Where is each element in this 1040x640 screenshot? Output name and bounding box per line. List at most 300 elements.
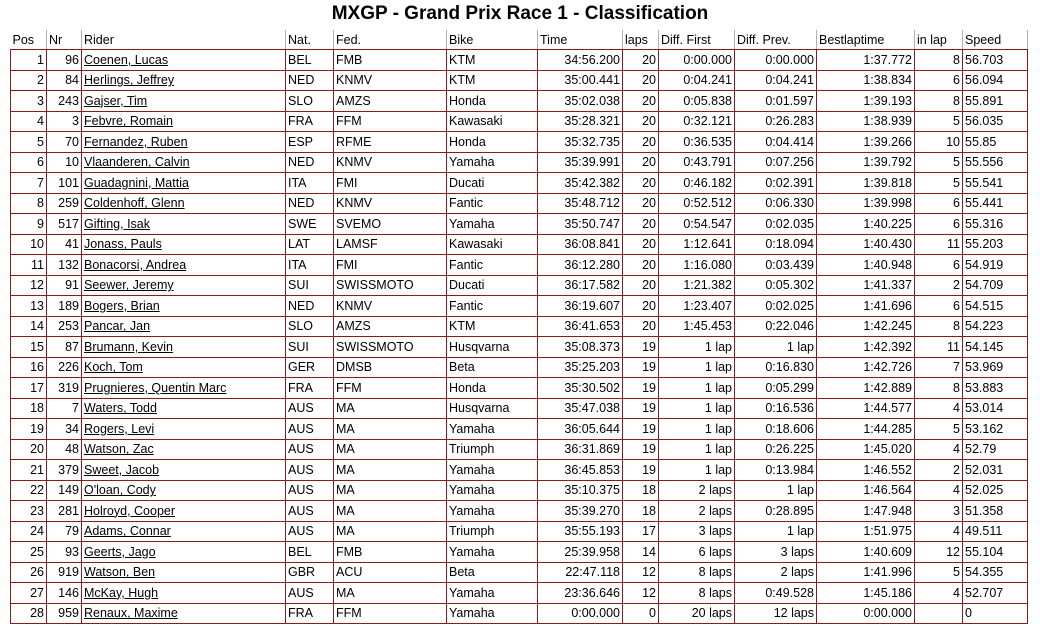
cell-bestlaptime: 1:51.975 (817, 521, 915, 542)
rider-link[interactable]: Geerts, Jago (84, 544, 156, 559)
table-row (11, 357, 1028, 378)
table-row (11, 337, 1028, 358)
cell-in-lap: 5 (915, 419, 963, 440)
column-header-nat: Nat. (286, 30, 334, 50)
cell-diff-first: 0:32.121 (659, 111, 735, 132)
table-row (11, 296, 1028, 317)
cell-bike: Husqvarna (447, 398, 538, 419)
rider-link[interactable]: Renaux, Maxime (84, 606, 178, 621)
cell-diff-prev: 12 laps (735, 603, 817, 624)
cell-fed: SWISSMOTO (334, 337, 447, 358)
cell-time: 35:39.991 (538, 152, 623, 173)
cell-in-lap: 2 (915, 275, 963, 296)
rider-link[interactable]: Waters, Todd (84, 401, 157, 416)
cell-fed: SWISSMOTO (334, 275, 447, 296)
cell-pos: 10 (11, 234, 47, 255)
cell-rider (82, 132, 286, 153)
cell-rider (82, 357, 286, 378)
cell-speed: 54.919 (963, 255, 1028, 276)
cell-bike: Honda (447, 91, 538, 112)
cell-pos: 6 (11, 152, 47, 173)
cell-pos: 15 (11, 337, 47, 358)
cell-in-lap: 4 (915, 480, 963, 501)
cell-diff-prev: 1 lap (735, 480, 817, 501)
cell-nat: AUS (286, 439, 334, 460)
cell-speed: 55.104 (963, 542, 1028, 563)
cell-nr: 41 (47, 234, 82, 255)
cell-nat: ITA (286, 173, 334, 194)
table-row (11, 480, 1028, 501)
cell-pos: 11 (11, 255, 47, 276)
cell-diff-prev: 0:04.414 (735, 132, 817, 153)
cell-fed: MA (334, 460, 447, 481)
rider-link[interactable]: McKay, Hugh (84, 585, 159, 600)
cell-laps: 20 (623, 50, 659, 71)
cell-nr: 87 (47, 337, 82, 358)
cell-time: 36:12.280 (538, 255, 623, 276)
cell-bestlaptime: 1:45.020 (817, 439, 915, 460)
column-header-time: Time (538, 30, 623, 50)
cell-bestlaptime: 1:46.564 (817, 480, 915, 501)
cell-bike: Kawasaki (447, 234, 538, 255)
rider-link[interactable]: Watson, Zac (84, 442, 154, 457)
rider-link[interactable]: Watson, Ben (84, 565, 156, 580)
cell-diff-first: 1:45.453 (659, 316, 735, 337)
cell-time: 35:32.735 (538, 132, 623, 153)
cell-fed: FFM (334, 378, 447, 399)
page-title: MXGP - Grand Prix Race 1 - Classification (331, 3, 709, 24)
cell-laps: 18 (623, 501, 659, 522)
cell-nr: 10 (47, 152, 82, 173)
cell-laps: 17 (623, 521, 659, 542)
cell-nat: AUS (286, 398, 334, 419)
cell-fed: AMZS (334, 91, 447, 112)
cell-bestlaptime: 1:46.552 (817, 460, 915, 481)
cell-in-lap: 6 (915, 296, 963, 317)
cell-speed: 53.883 (963, 378, 1028, 399)
cell-in-lap: 2 (915, 460, 963, 481)
cell-pos: 21 (11, 460, 47, 481)
cell-time: 34:56.200 (538, 50, 623, 71)
cell-diff-first: 1 lap (659, 419, 735, 440)
cell-in-lap: 8 (915, 378, 963, 399)
cell-laps: 20 (623, 316, 659, 337)
cell-diff-prev: 0:16.536 (735, 398, 817, 419)
cell-fed: FFM (334, 603, 447, 624)
cell-pos: 8 (11, 193, 47, 214)
cell-pos: 25 (11, 542, 47, 563)
cell-fed: SVEMO (334, 214, 447, 235)
cell-laps: 18 (623, 480, 659, 501)
cell-nr: 7 (47, 398, 82, 419)
cell-pos: 27 (11, 583, 47, 604)
cell-nr: 79 (47, 521, 82, 542)
cell-diff-first: 2 laps (659, 480, 735, 501)
cell-fed: MA (334, 419, 447, 440)
cell-nat: FRA (286, 111, 334, 132)
rider-link[interactable]: Gifting, Isak (84, 216, 150, 231)
table-row (11, 583, 1028, 604)
cell-fed: MA (334, 439, 447, 460)
cell-in-lap: 8 (915, 91, 963, 112)
cell-laps: 20 (623, 91, 659, 112)
cell-laps: 19 (623, 378, 659, 399)
cell-in-lap: 4 (915, 439, 963, 460)
cell-rider (82, 214, 286, 235)
cell-speed: 53.014 (963, 398, 1028, 419)
cell-in-lap (915, 603, 963, 624)
table-row (11, 316, 1028, 337)
cell-speed: 55.556 (963, 152, 1028, 173)
cell-time: 35:08.373 (538, 337, 623, 358)
rider-link[interactable]: Bogers, Brian (84, 298, 160, 313)
cell-in-lap: 4 (915, 583, 963, 604)
column-header-in-lap: in lap (915, 30, 963, 50)
cell-diff-first: 1:16.080 (659, 255, 735, 276)
cell-speed: 55.891 (963, 91, 1028, 112)
cell-pos: 13 (11, 296, 47, 317)
cell-nr: 281 (47, 501, 82, 522)
cell-nr: 243 (47, 91, 82, 112)
cell-laps: 19 (623, 419, 659, 440)
cell-pos: 1 (11, 50, 47, 71)
cell-bike: Yamaha (447, 583, 538, 604)
column-header-bestlaptime: Bestlaptime (817, 30, 915, 50)
cell-pos: 2 (11, 70, 47, 91)
cell-diff-first: 1 lap (659, 460, 735, 481)
cell-bestlaptime: 1:42.245 (817, 316, 915, 337)
cell-laps: 20 (623, 275, 659, 296)
cell-in-lap: 8 (915, 50, 963, 71)
rider-link[interactable]: Coenen, Lucas (84, 52, 169, 67)
cell-nat: NED (286, 152, 334, 173)
rider-link[interactable]: Guadagnini, Mattia (84, 175, 189, 190)
cell-diff-prev: 0:05.299 (735, 378, 817, 399)
cell-nr: 70 (47, 132, 82, 153)
table-row (11, 521, 1028, 542)
cell-bike: Yamaha (447, 460, 538, 481)
cell-pos: 12 (11, 275, 47, 296)
table-row (11, 398, 1028, 419)
cell-rider (82, 193, 286, 214)
rider-link[interactable]: Vlaanderen, Calvin (84, 155, 190, 170)
cell-time: 36:45.853 (538, 460, 623, 481)
rider-link[interactable]: Brumann, Kevin (84, 339, 173, 354)
table-header-row (11, 30, 1028, 50)
cell-nat: NED (286, 296, 334, 317)
cell-bike: Fantic (447, 255, 538, 276)
cell-pos: 16 (11, 357, 47, 378)
rider-link[interactable]: Sweet, Jacob (84, 462, 160, 477)
cell-nr: 146 (47, 583, 82, 604)
cell-time: 35:50.747 (538, 214, 623, 235)
cell-nat: BEL (286, 50, 334, 71)
cell-time: 25:39.958 (538, 542, 623, 563)
cell-speed: 54.515 (963, 296, 1028, 317)
cell-diff-first: 3 laps (659, 521, 735, 542)
cell-laps: 20 (623, 193, 659, 214)
cell-bestlaptime: 1:39.266 (817, 132, 915, 153)
cell-fed: FFM (334, 111, 447, 132)
cell-rider (82, 398, 286, 419)
cell-diff-prev: 0:02.391 (735, 173, 817, 194)
table-row (11, 132, 1028, 153)
rider-link[interactable]: Coldenhoff, Glenn (84, 196, 185, 211)
table-row (11, 562, 1028, 583)
cell-fed: AMZS (334, 316, 447, 337)
cell-time: 36:05.644 (538, 419, 623, 440)
column-header-pos: Pos (11, 30, 47, 50)
cell-time: 35:55.193 (538, 521, 623, 542)
cell-pos: 20 (11, 439, 47, 460)
cell-bike: Ducati (447, 275, 538, 296)
cell-nat: NED (286, 193, 334, 214)
rider-link[interactable]: Jonass, Pauls (84, 237, 162, 252)
cell-fed: MA (334, 501, 447, 522)
rider-link[interactable]: Adams, Connar (84, 524, 171, 539)
cell-rider (82, 542, 286, 563)
cell-fed: FMB (334, 50, 447, 71)
cell-nat: ITA (286, 255, 334, 276)
cell-bestlaptime: 1:40.609 (817, 542, 915, 563)
cell-laps: 19 (623, 398, 659, 419)
cell-fed: MA (334, 521, 447, 542)
cell-nat: SLO (286, 91, 334, 112)
cell-laps: 20 (623, 132, 659, 153)
rider-link[interactable]: Koch, Tom (84, 360, 143, 375)
table-row (11, 439, 1028, 460)
cell-fed: LAMSF (334, 234, 447, 255)
cell-pos: 26 (11, 562, 47, 583)
cell-nat: GER (286, 357, 334, 378)
cell-bestlaptime: 1:47.948 (817, 501, 915, 522)
table-row (11, 419, 1028, 440)
cell-time: 35:10.375 (538, 480, 623, 501)
cell-pos: 7 (11, 173, 47, 194)
cell-bestlaptime: 1:39.998 (817, 193, 915, 214)
cell-diff-first: 0:36.535 (659, 132, 735, 153)
column-header-fed: Fed. (334, 30, 447, 50)
cell-speed: 53.162 (963, 419, 1028, 440)
cell-time: 36:41.653 (538, 316, 623, 337)
cell-diff-first: 1 lap (659, 357, 735, 378)
cell-bestlaptime: 0:00.000 (817, 603, 915, 624)
cell-diff-first: 0:43.791 (659, 152, 735, 173)
cell-nat: GBR (286, 562, 334, 583)
cell-bike: KTM (447, 70, 538, 91)
rider-link[interactable]: Gajser, Tim (84, 93, 148, 108)
cell-laps: 19 (623, 357, 659, 378)
cell-nat: FRA (286, 603, 334, 624)
cell-diff-first: 1 lap (659, 439, 735, 460)
cell-nat: NED (286, 70, 334, 91)
rider-link[interactable]: Holroyd, Cooper (84, 503, 176, 518)
cell-nat: AUS (286, 480, 334, 501)
cell-diff-prev: 0:02.025 (735, 296, 817, 317)
cell-bike: Yamaha (447, 419, 538, 440)
rider-link[interactable]: Prugnieres, Quentin Marc (84, 380, 227, 395)
cell-nr: 101 (47, 173, 82, 194)
cell-laps: 20 (623, 214, 659, 235)
cell-fed: MA (334, 583, 447, 604)
cell-nat: SUI (286, 337, 334, 358)
cell-bestlaptime: 1:38.834 (817, 70, 915, 91)
cell-speed: 52.031 (963, 460, 1028, 481)
column-header-diff-prev: Diff. Prev. (735, 30, 817, 50)
cell-pos: 14 (11, 316, 47, 337)
cell-rider (82, 234, 286, 255)
rider-link[interactable]: Seewer, Jeremy (84, 278, 174, 293)
cell-bike: Honda (447, 132, 538, 153)
table-row (11, 234, 1028, 255)
cell-speed: 0 (963, 603, 1028, 624)
cell-bestlaptime: 1:42.392 (817, 337, 915, 358)
cell-rider (82, 337, 286, 358)
cell-speed: 54.709 (963, 275, 1028, 296)
cell-laps: 12 (623, 583, 659, 604)
rider-link[interactable]: Fernandez, Ruben (84, 134, 188, 149)
cell-in-lap: 7 (915, 357, 963, 378)
cell-rider (82, 480, 286, 501)
cell-nat: AUS (286, 460, 334, 481)
cell-in-lap: 12 (915, 542, 963, 563)
rider-link[interactable]: Herlings, Jeffrey (84, 73, 175, 88)
cell-speed: 54.355 (963, 562, 1028, 583)
column-header-bike: Bike (447, 30, 538, 50)
cell-diff-first: 0:52.512 (659, 193, 735, 214)
cell-nr: 84 (47, 70, 82, 91)
cell-nat: AUS (286, 419, 334, 440)
cell-rider (82, 419, 286, 440)
cell-laps: 20 (623, 173, 659, 194)
cell-speed: 49.511 (963, 521, 1028, 542)
rider-link[interactable]: O'loan, Cody (84, 483, 156, 498)
cell-time: 36:17.582 (538, 275, 623, 296)
cell-in-lap: 10 (915, 132, 963, 153)
cell-bestlaptime: 1:41.337 (817, 275, 915, 296)
cell-nat: BEL (286, 542, 334, 563)
cell-fed: MA (334, 398, 447, 419)
cell-time: 36:31.869 (538, 439, 623, 460)
cell-rider (82, 111, 286, 132)
cell-diff-prev: 0:49.528 (735, 583, 817, 604)
cell-bestlaptime: 1:40.430 (817, 234, 915, 255)
cell-diff-prev: 0:06.330 (735, 193, 817, 214)
cell-speed: 52.707 (963, 583, 1028, 604)
cell-rider (82, 562, 286, 583)
column-header-rider: Rider (82, 30, 286, 50)
cell-in-lap: 5 (915, 562, 963, 583)
cell-diff-prev: 2 laps (735, 562, 817, 583)
cell-bike: Husqvarna (447, 337, 538, 358)
cell-laps: 20 (623, 296, 659, 317)
cell-bestlaptime: 1:39.792 (817, 152, 915, 173)
rider-link[interactable]: Pancar, Jan (84, 319, 151, 334)
cell-rider (82, 583, 286, 604)
cell-rider (82, 501, 286, 522)
cell-in-lap: 6 (915, 193, 963, 214)
cell-diff-first: 1:23.407 (659, 296, 735, 317)
cell-pos: 22 (11, 480, 47, 501)
cell-diff-first: 0:05.838 (659, 91, 735, 112)
cell-time: 35:02.038 (538, 91, 623, 112)
cell-nr: 96 (47, 50, 82, 71)
cell-speed: 56.703 (963, 50, 1028, 71)
cell-nat: SUI (286, 275, 334, 296)
cell-rider (82, 255, 286, 276)
cell-pos: 5 (11, 132, 47, 153)
cell-fed: FMI (334, 173, 447, 194)
cell-bike: Yamaha (447, 480, 538, 501)
cell-nr: 379 (47, 460, 82, 481)
cell-rider (82, 603, 286, 624)
cell-laps: 20 (623, 70, 659, 91)
cell-in-lap: 6 (915, 214, 963, 235)
cell-nr: 34 (47, 419, 82, 440)
cell-time: 0:00.000 (538, 603, 623, 624)
cell-nat: LAT (286, 234, 334, 255)
cell-bike: Kawasaki (447, 111, 538, 132)
cell-nr: 48 (47, 439, 82, 460)
cell-pos: 18 (11, 398, 47, 419)
cell-bike: Yamaha (447, 501, 538, 522)
rider-link[interactable]: Rogers, Levi (84, 421, 155, 436)
cell-time: 35:28.321 (538, 111, 623, 132)
table-row (11, 603, 1028, 624)
rider-link[interactable]: Bonacorsi, Andrea (84, 257, 187, 272)
cell-speed: 56.094 (963, 70, 1028, 91)
cell-fed: ACU (334, 562, 447, 583)
cell-nr: 149 (47, 480, 82, 501)
cell-bestlaptime: 1:39.818 (817, 173, 915, 194)
cell-diff-first: 6 laps (659, 542, 735, 563)
cell-speed: 52.025 (963, 480, 1028, 501)
cell-in-lap: 8 (915, 316, 963, 337)
cell-bestlaptime: 1:40.225 (817, 214, 915, 235)
cell-fed: KNMV (334, 296, 447, 317)
cell-diff-prev: 1 lap (735, 337, 817, 358)
cell-rider (82, 521, 286, 542)
cell-speed: 55.316 (963, 214, 1028, 235)
table-row (11, 255, 1028, 276)
table-row (11, 378, 1028, 399)
cell-nr: 3 (47, 111, 82, 132)
cell-bestlaptime: 1:42.726 (817, 357, 915, 378)
cell-diff-prev: 0:13.984 (735, 460, 817, 481)
cell-speed: 55.203 (963, 234, 1028, 255)
cell-laps: 14 (623, 542, 659, 563)
cell-rider (82, 275, 286, 296)
cell-pos: 4 (11, 111, 47, 132)
cell-diff-prev: 0:26.225 (735, 439, 817, 460)
cell-bestlaptime: 1:45.186 (817, 583, 915, 604)
cell-diff-first: 2 laps (659, 501, 735, 522)
cell-time: 35:42.382 (538, 173, 623, 194)
cell-bestlaptime: 1:44.577 (817, 398, 915, 419)
cell-laps: 12 (623, 562, 659, 583)
cell-laps: 19 (623, 337, 659, 358)
cell-bestlaptime: 1:39.193 (817, 91, 915, 112)
cell-fed: KNMV (334, 193, 447, 214)
cell-nr: 91 (47, 275, 82, 296)
cell-bestlaptime: 1:44.285 (817, 419, 915, 440)
rider-link[interactable]: Febvre, Romain (84, 114, 173, 129)
cell-in-lap: 11 (915, 234, 963, 255)
cell-laps: 19 (623, 439, 659, 460)
cell-rider (82, 316, 286, 337)
cell-nat: AUS (286, 521, 334, 542)
cell-bike: Fantic (447, 296, 538, 317)
